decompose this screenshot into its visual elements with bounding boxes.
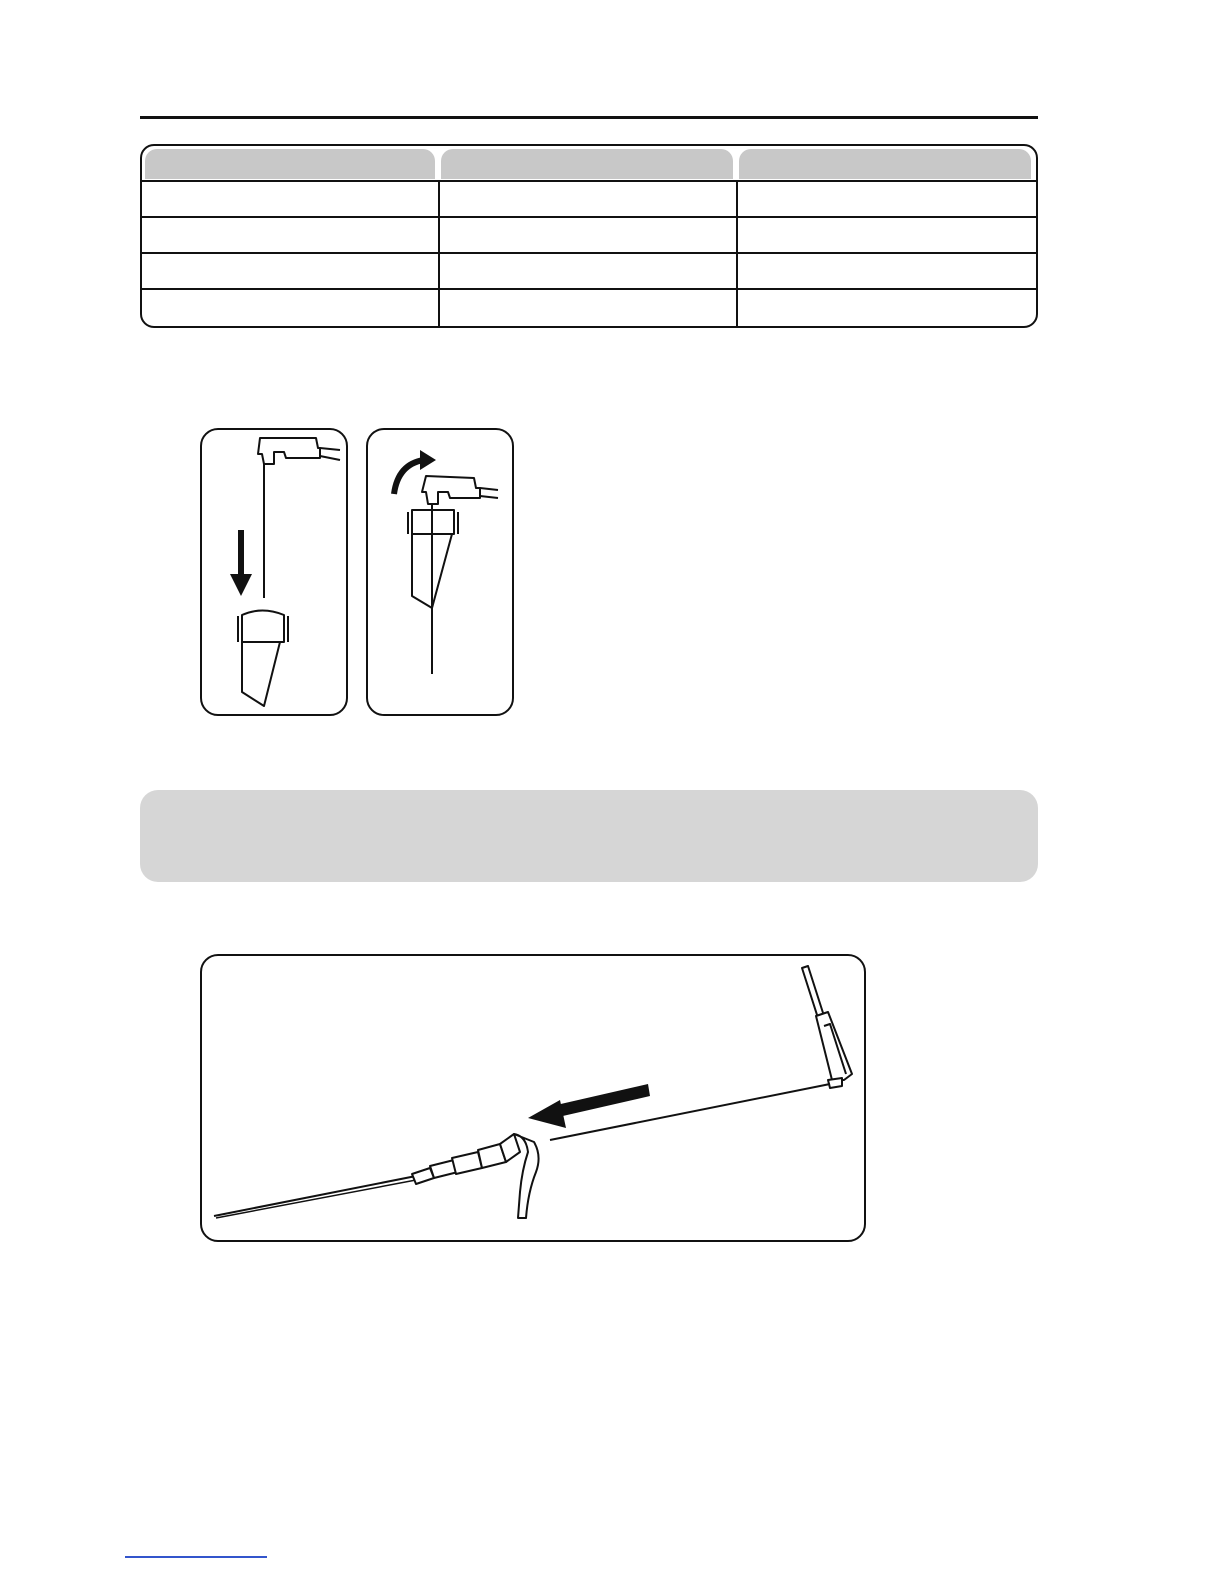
table-cell: [440, 254, 736, 290]
table-divider: [438, 182, 440, 326]
stylet-icon: [550, 966, 852, 1140]
info-banner: [140, 790, 1038, 882]
figure-insert-needle: [200, 428, 348, 716]
needle-insert-illustration: [202, 430, 346, 714]
table-row: [142, 216, 1036, 254]
down-arrow-icon: [230, 530, 252, 596]
top-rule: [140, 116, 1038, 119]
table-header-cell-1: [145, 149, 435, 179]
footer-link[interactable]: [125, 1556, 267, 1558]
needle-icon: [258, 438, 340, 598]
table-row: [142, 288, 1036, 326]
figure-insert-stylet: [200, 954, 866, 1242]
stylet-insert-illustration: [202, 956, 864, 1240]
table-header-cell-2: [441, 149, 733, 179]
rotate-lock-illustration: [368, 430, 512, 714]
figure-rotate-lock: [366, 428, 514, 716]
table-cell: [738, 254, 1034, 290]
table-cell: [738, 182, 1034, 218]
table-cell: [440, 290, 736, 326]
table-row: [142, 180, 1036, 218]
biopsy-needle-icon: [214, 1134, 539, 1218]
cap-icon: [238, 611, 288, 707]
left-arrow-icon: [528, 1084, 650, 1128]
table-row: [142, 252, 1036, 290]
table-cell: [142, 290, 438, 326]
table-header-cell-3: [739, 149, 1031, 179]
table-cell: [440, 182, 736, 218]
table-cell: [738, 290, 1034, 326]
table-cell: [738, 218, 1034, 254]
table-divider: [736, 182, 738, 326]
spec-table: [140, 144, 1038, 328]
table-cell: [440, 218, 736, 254]
table-header: [142, 146, 1036, 182]
table-cell: [142, 218, 438, 254]
table-cell: [142, 182, 438, 218]
table-cell: [142, 254, 438, 290]
